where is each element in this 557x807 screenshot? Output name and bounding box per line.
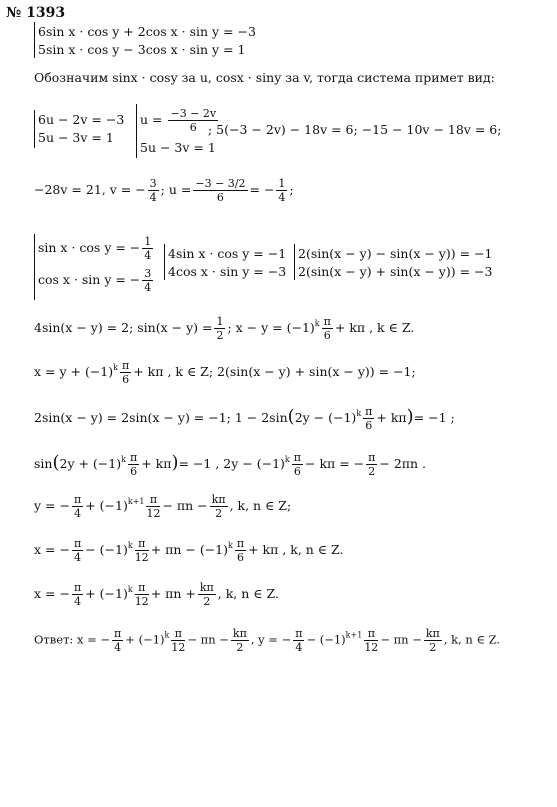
system-brace [34, 234, 35, 300]
line-x-solution: x = − $\frac{\pi}{4}$ − $(-1)^k$ $\frac{\pi}{12}$ + $\pi n - (-1)^k$ $\frac{\pi}{6}$ + kπ , k, n ∈ Z. [34, 537, 344, 564]
answer-label: Ответ: [34, 632, 74, 647]
system2-eq2: 5u − 3v = 1 [38, 130, 114, 145]
system6-eq2: 2(sin(x − y) + sin(x − y)) = −3 [298, 264, 493, 279]
line-sin-minus-one: $\sin(2y + (-1)^k$ $\frac{\pi}{6}$ + kπ)= −1 , $2y - (-1)^k$ $\frac{\pi}{6}$ − kπ = − $\frac{\pi}{2}$ − 2πn . [34, 451, 427, 478]
line-y-solution: y = − $\frac{\pi}{4}$ + $(-1)^{k+1}$ $\frac{\pi}{12}$ − πn − $\frac{k\pi}{2}$ , k, n ∈ Z; [34, 493, 292, 520]
system5-eq2: 4cos x · sin y = −3 [168, 264, 287, 279]
system-brace [164, 244, 165, 280]
system-brace [34, 22, 35, 58]
line-x-expression: $x = y + (-1)^k$ $\frac{\pi}{6}$ + kπ , k ∈ Z; 2(sin(x − y) + sin(x − y)) = −1; [34, 359, 416, 386]
system-brace [136, 104, 137, 158]
problem-title: № 1393 [6, 5, 66, 21]
system6-eq1: 2(sin(x − y) − sin(x − y)) = −1 [298, 246, 493, 261]
system4-eq2: cos x · sin y = − $\frac{3}{4}$ [38, 267, 152, 294]
system3-eq2: 5u − 3v = 1 [140, 140, 216, 155]
solve-v-u: −28v = 21, v = − $\frac{3}{4}$ ; u = $\frac{-3 - 3/2}{6}$ = − $\frac{1}{4}$ ; [34, 177, 294, 204]
system5-eq1: 4sin x · cos y = −1 [168, 246, 287, 261]
system2-eq1: 6u − 2v = −3 [38, 112, 125, 127]
system4-eq1: sin x · cos y = − $\frac{1}{4}$ [38, 235, 152, 262]
substitution-chain: ; 5(−3 − 2v) − 18v = 6; −15 − 10v − 18v = 6; [208, 122, 502, 137]
system1-eq2: 5sin x · cos y − 3cos x · sin y = 1 [38, 42, 246, 57]
line-x-simplified: x = − $\frac{\pi}{4}$ + $(-1)^k$ $\frac{\pi}{12}$ + πn + $\frac{k\pi}{2}$ , k, n ∈ Z. [34, 581, 279, 608]
answer-line: Ответ: x = − $\frac{\pi}{4}$ + $(-1)^k$ $\frac{\pi}{12}$ − πn − $\frac{k\pi}{2}$ , y = − $\frac{\pi}{4}$ − $(-1)^{k+1}$ $\frac{\pi}{12}$ − πn − $\frac{k\pi}{2}$ , k, n ∈ Z. [34, 627, 501, 654]
substitution-text: Обозначим sinx · cosy за u, cosx · siny за v, тогда система примет вид: [34, 70, 495, 85]
system-brace [294, 244, 295, 280]
u-expression: u = $\frac{-3 - 2v}{6}$ [140, 107, 217, 134]
system1-eq1: 6sin x · cos y + 2cos x · sin y = −3 [38, 24, 256, 39]
line-sin-difference: 4sin(x − y) = 2; sin(x − y) = $\frac{1}{2}$ ; $x - y = (-1)^k$ $\frac{\pi}{6}$ + kπ , k ∈ Z. [34, 315, 415, 342]
line-sin-equation: 2sin(x − y) = 2sin(x − y) = −1; $1 - 2\sin(2y - (-1)^k$ $\frac{\pi}{6}$ + kπ)= −1 ; [34, 405, 455, 432]
system-brace [34, 110, 35, 148]
